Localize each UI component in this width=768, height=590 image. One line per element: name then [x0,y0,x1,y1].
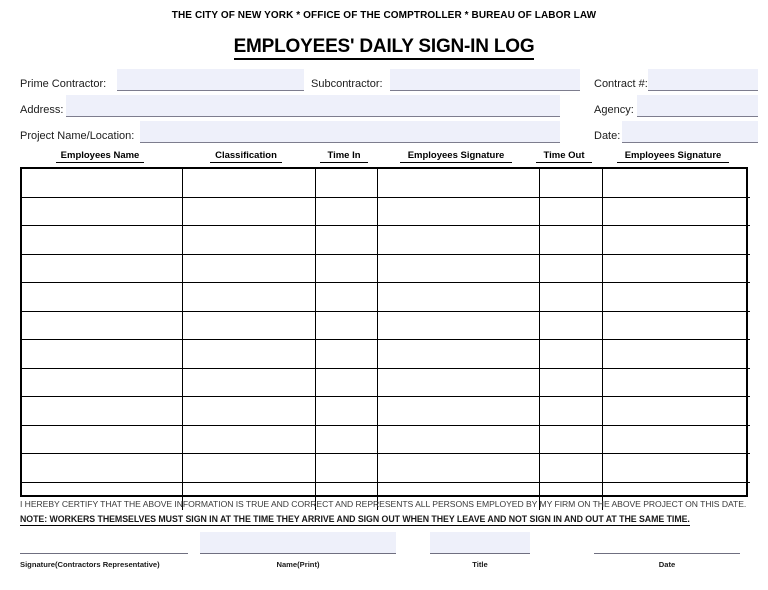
table-cell[interactable] [182,340,315,369]
project-name-location-input[interactable] [140,121,560,143]
table-row [22,397,750,426]
form-row-2 [0,93,768,119]
table-cell[interactable] [22,425,182,454]
table-cell[interactable] [22,254,182,283]
column-header-time-out: Time Out [536,150,592,163]
table-cell[interactable] [602,340,750,369]
table-cell[interactable] [377,340,539,369]
certification-statement: I HEREBY CERTIFY THAT THE ABOVE INFORMATION IS TRUE AND CORRECT AND REPRESENTS ALL PERSONS EMPLOYED BY MY FIRM ON THE ABOVE PROJECT ON THIS DATE. [20,499,747,509]
table-cell[interactable] [602,454,750,483]
table-cell[interactable] [22,454,182,483]
table-cell[interactable] [377,311,539,340]
table-row [22,311,750,340]
sign-in-log-body [22,169,750,510]
table-cell[interactable] [539,311,602,340]
table-cell[interactable] [22,226,182,255]
signature-date-label: Date [658,560,676,569]
page-title [0,36,768,58]
table-cell[interactable] [22,397,182,426]
table-cell[interactable] [315,454,377,483]
form-fields-area [0,63,768,145]
table-cell[interactable] [539,283,602,312]
table-cell[interactable] [315,425,377,454]
column-header-time-in: Time In [320,150,368,163]
project-name-location-label: Project Name/Location: [20,130,135,142]
table-cell[interactable] [315,226,377,255]
table-cell[interactable] [22,340,182,369]
table-cell[interactable] [182,197,315,226]
table-cell[interactable] [22,197,182,226]
table-cell[interactable] [539,397,602,426]
agency-input[interactable] [637,95,758,117]
table-row [22,340,750,369]
table-cell[interactable] [602,283,750,312]
column-header-classification: Classification [210,150,282,163]
table-cell[interactable] [539,197,602,226]
signature-title-input[interactable] [430,532,530,554]
table-cell[interactable] [182,169,315,197]
table-cell[interactable] [182,454,315,483]
form-row-3 [0,119,768,145]
table-cell[interactable] [377,397,539,426]
table-row [22,425,750,454]
table-cell[interactable] [602,254,750,283]
table-cell[interactable] [539,340,602,369]
table-row [22,454,750,483]
table-cell[interactable] [182,368,315,397]
table-cell[interactable] [182,226,315,255]
signature-representative-label: Signature(Contractors Representative) [20,560,160,569]
signature-area [0,532,768,590]
prime-contractor-input[interactable] [117,69,304,91]
sign-in-log-grid [22,169,750,510]
table-cell[interactable] [377,226,539,255]
agency-header-line: THE CITY OF NEW YORK * OFFICE OF THE COMPTROLLER * BUREAU OF LABOR LAW [171,10,597,21]
table-cell[interactable] [377,368,539,397]
table-row [22,283,750,312]
table-cell[interactable] [539,226,602,255]
contract-number-input[interactable] [648,69,758,91]
table-row [22,226,750,255]
table-cell[interactable] [22,169,182,197]
table-cell[interactable] [182,425,315,454]
signature-name-print-input[interactable] [200,532,396,554]
table-cell[interactable] [539,169,602,197]
table-cell[interactable] [602,425,750,454]
table-cell[interactable] [377,454,539,483]
table-cell[interactable] [182,283,315,312]
date-label: Date: [594,130,621,142]
agency-label: Agency: [594,104,634,116]
table-cell[interactable] [602,311,750,340]
signature-name-print-label: Name(Print) [276,560,320,569]
table-cell[interactable] [22,283,182,312]
note-statement: NOTE: WORKERS THEMSELVES MUST SIGN IN AT THE TIME THEY ARRIVE AND SIGN OUT WHEN THEY LEAVE AND NOT SIGN IN AND OUT AT THE SAME TIME. [20,514,690,524]
table-cell[interactable] [602,226,750,255]
table-cell[interactable] [182,311,315,340]
signature-date-input[interactable] [594,532,740,554]
form-row-1 [0,67,768,93]
table-cell[interactable] [377,283,539,312]
column-header-employees-signature-out: Employees Signature [617,150,729,163]
table-cell[interactable] [315,311,377,340]
table-cell[interactable] [315,169,377,197]
table-cell[interactable] [22,311,182,340]
table-row [22,197,750,226]
table-cell[interactable] [539,368,602,397]
table-row [22,368,750,397]
column-header-employees-signature-in: Employees Signature [400,150,512,163]
address-input[interactable] [66,95,560,117]
table-cell[interactable] [377,254,539,283]
table-cell[interactable] [315,368,377,397]
table-cell[interactable] [602,397,750,426]
table-cell[interactable] [315,340,377,369]
table-cell[interactable] [539,454,602,483]
table-row [22,254,750,283]
table-cell[interactable] [377,169,539,197]
table-cell[interactable] [539,254,602,283]
table-column-headers [0,150,768,164]
column-header-employees-name: Employees Name [56,150,144,163]
table-cell[interactable] [182,397,315,426]
signature-title-label: Title [472,560,488,569]
table-row [22,169,750,197]
table-cell[interactable] [315,197,377,226]
table-cell[interactable] [377,425,539,454]
table-cell[interactable] [602,197,750,226]
table-cell[interactable] [602,169,750,197]
prime-contractor-label: Prime Contractor: [20,78,107,90]
page-title-text: EMPLOYEES' DAILY SIGN-IN LOG [234,36,535,60]
address-label: Address: [20,104,64,116]
table-cell[interactable] [315,254,377,283]
subcontractor-input[interactable] [390,69,580,91]
contract-number-label: Contract #: [594,78,648,90]
sign-in-log-table [20,167,748,497]
table-cell[interactable] [602,368,750,397]
table-cell[interactable] [182,254,315,283]
table-cell[interactable] [539,425,602,454]
signature-representative-input[interactable] [20,532,188,554]
table-cell[interactable] [315,283,377,312]
subcontractor-label: Subcontractor: [311,78,383,90]
table-cell[interactable] [315,397,377,426]
table-cell[interactable] [377,197,539,226]
date-input[interactable] [622,121,758,143]
table-cell[interactable] [22,368,182,397]
